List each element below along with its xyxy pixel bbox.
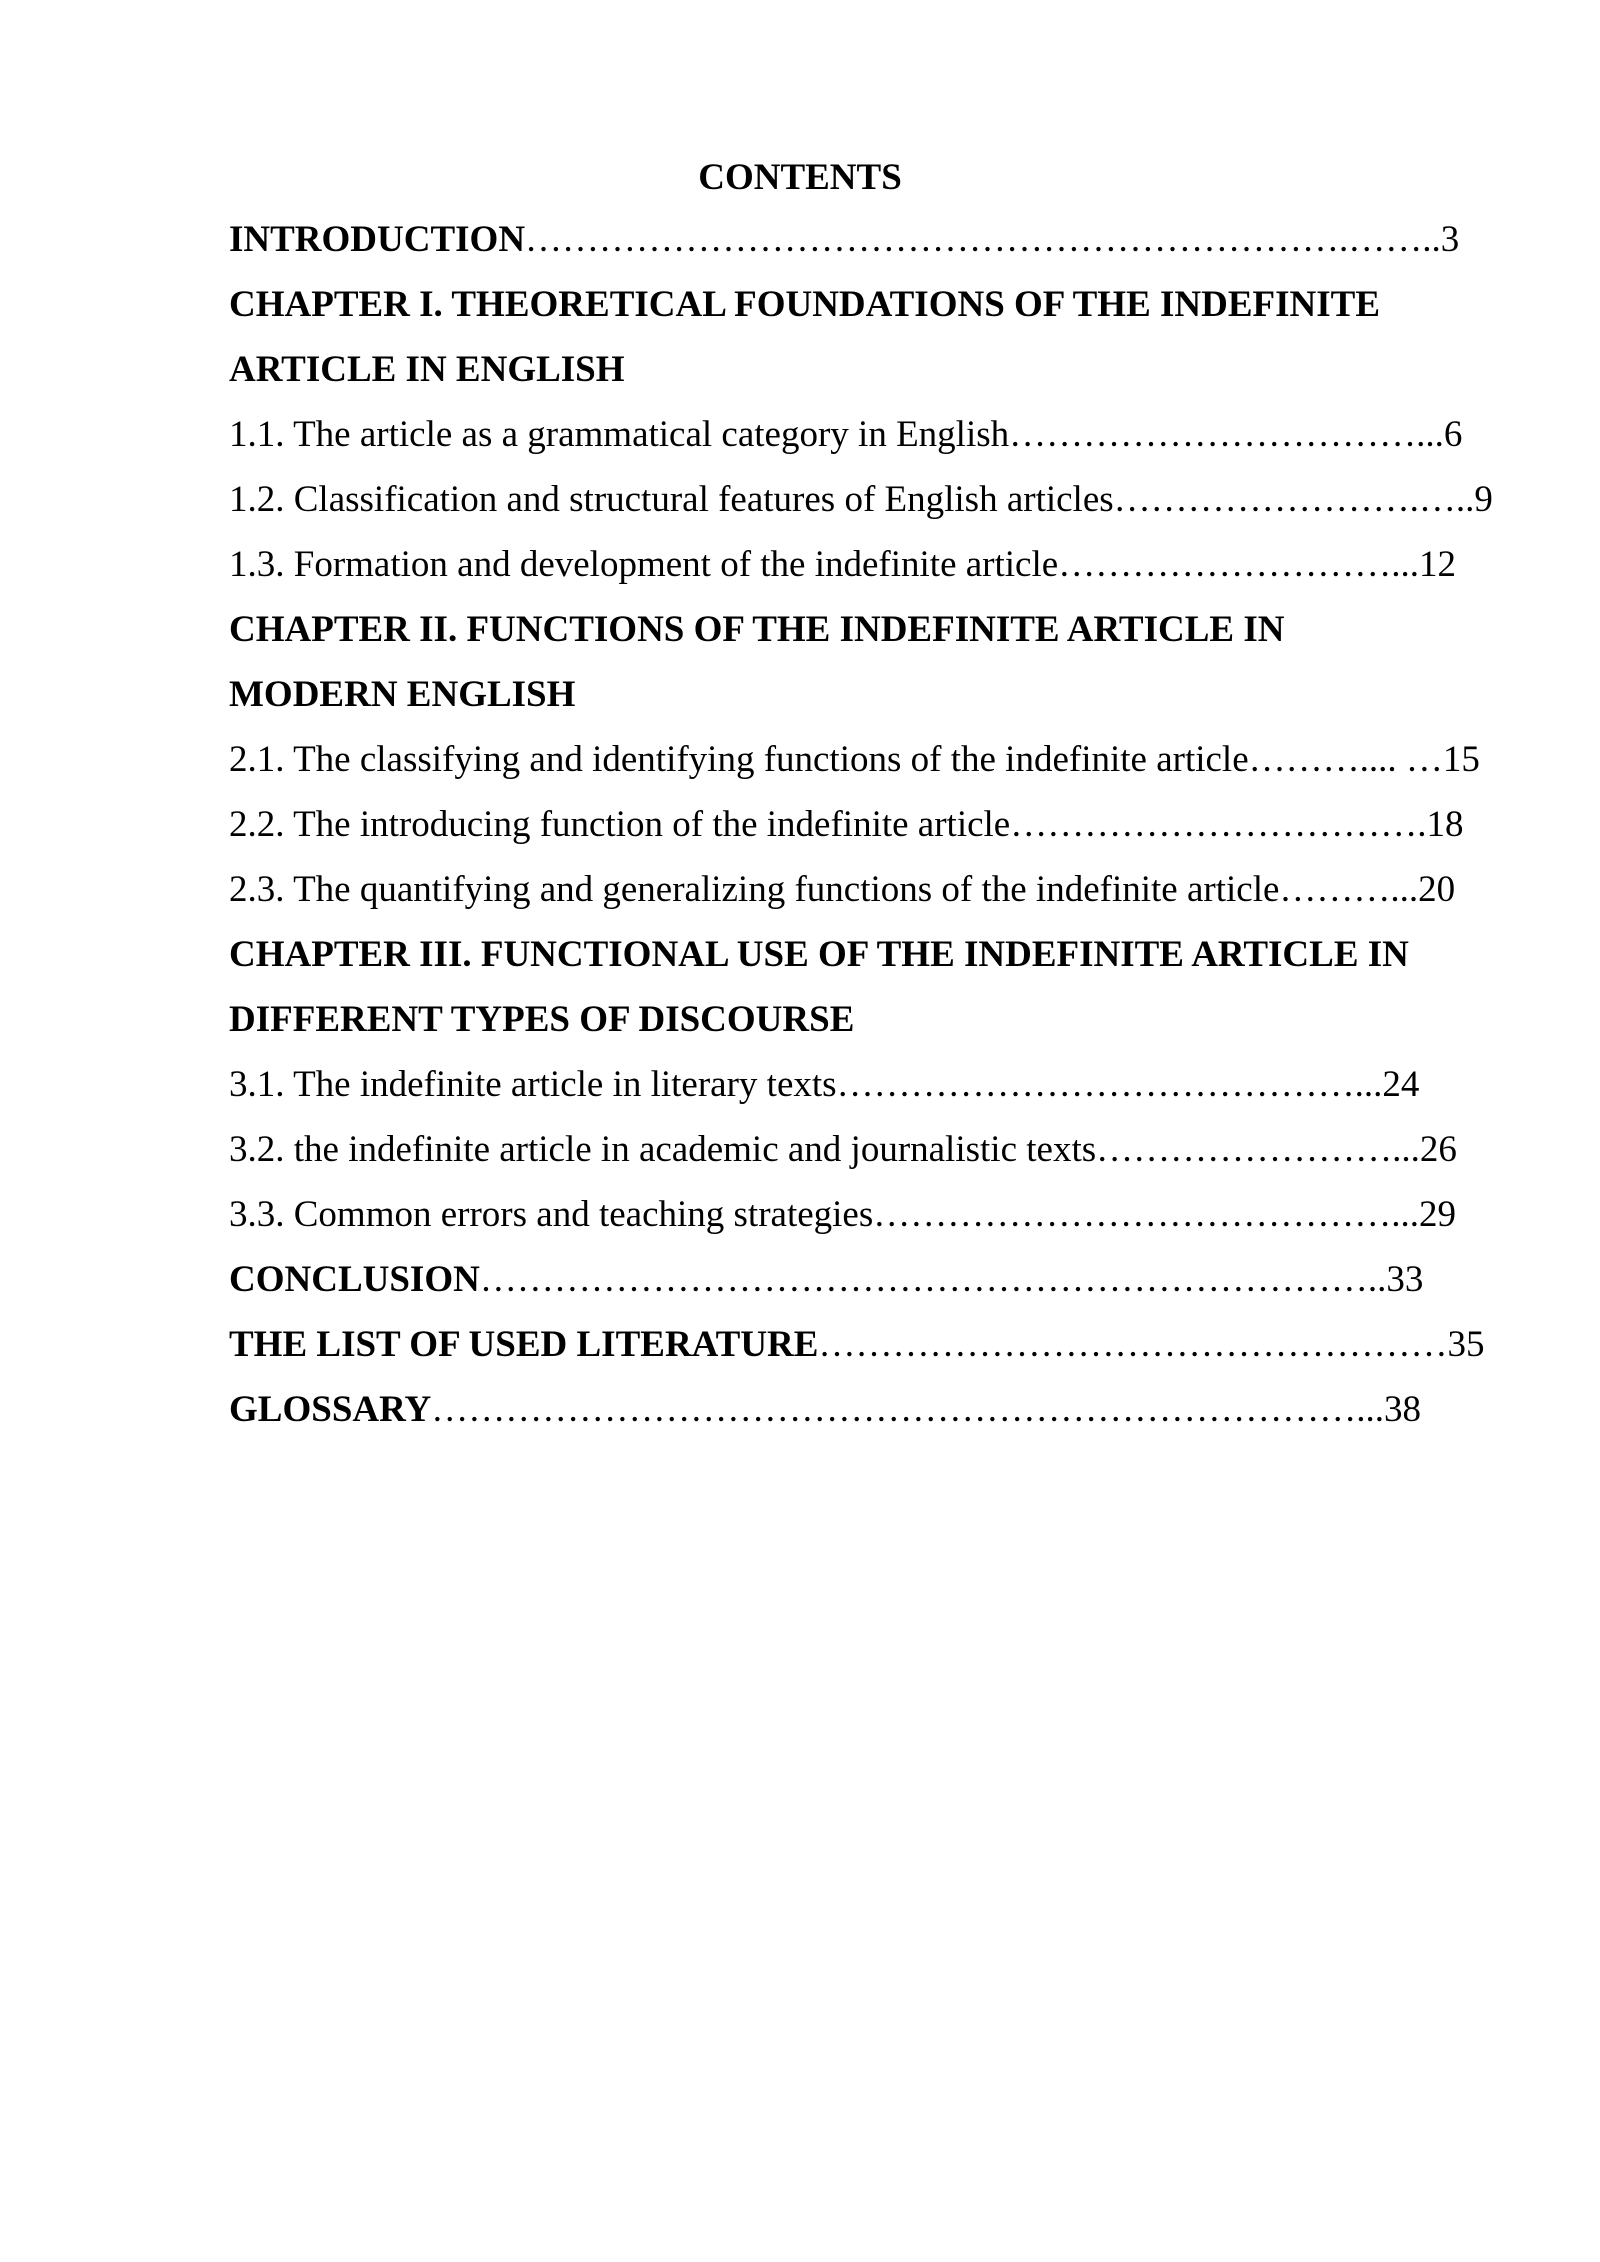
toc-page-number: 26 bbox=[1419, 1129, 1457, 1170]
toc-text: 3.2. the indefinite article in academic and journalistic texts bbox=[229, 1129, 1097, 1170]
toc-entry-chapter-2-cont bbox=[229, 662, 1489, 727]
toc-leader: ……………………………. bbox=[1010, 804, 1427, 845]
toc-page-number: 6 bbox=[1443, 414, 1463, 455]
toc-text: 2.2. The introducing function of the indefinite article bbox=[229, 804, 1011, 845]
toc-page-number: 20 bbox=[1418, 869, 1456, 910]
toc-text: 2.3. The quantifying and generalizing functions of the indefinite article bbox=[229, 869, 1280, 910]
toc-page-number: 3 bbox=[1440, 219, 1460, 260]
toc-heading: CHAPTER II. FUNCTIONS OF THE INDEFINITE ARTICLE IN bbox=[229, 609, 1285, 650]
toc-page-number: 38 bbox=[1384, 1389, 1422, 1430]
toc-page-number: 9 bbox=[1474, 479, 1493, 520]
toc-leader: ……….... … bbox=[1248, 739, 1443, 780]
toc-entry-chapter-1-cont bbox=[229, 337, 1489, 402]
toc-leader: ……………………………………... bbox=[873, 1194, 1419, 1235]
toc-heading: GLOSSARY bbox=[229, 1389, 432, 1430]
toc-leader: ……………………………………... bbox=[836, 1064, 1383, 1105]
toc-entry-3-2 bbox=[229, 1117, 1489, 1182]
page-title: CONTENTS bbox=[698, 157, 902, 198]
toc-entry-conclusion bbox=[229, 1247, 1489, 1312]
toc-page-number: 18 bbox=[1426, 804, 1464, 845]
toc-heading: INTRODUCTION bbox=[229, 219, 526, 260]
toc-leader: ………... bbox=[1279, 869, 1419, 910]
toc-entry-introduction bbox=[229, 207, 1489, 272]
toc-heading: DIFFERENT TYPES OF DISCOURSE bbox=[229, 999, 855, 1040]
toc-heading: ARTICLE IN ENGLISH bbox=[229, 349, 625, 390]
toc-leader: …………………….….. bbox=[1113, 479, 1475, 520]
toc-heading: CHAPTER I. THEORETICAL FOUNDATIONS OF THE INDEFINITE bbox=[229, 284, 1380, 325]
toc-text: 3.3. Common errors and teaching strategies bbox=[229, 1194, 874, 1235]
toc-entry-2-2 bbox=[229, 792, 1489, 857]
toc-entry-chapter-3-cont bbox=[229, 987, 1489, 1052]
toc-entry-1-3 bbox=[229, 532, 1489, 597]
toc-entry-literature bbox=[229, 1312, 1489, 1377]
toc-entry-3-1 bbox=[229, 1052, 1489, 1117]
toc-leader: …………………………………………… bbox=[818, 1324, 1448, 1365]
toc-leader: ……………………………... bbox=[1009, 414, 1444, 455]
toc-page-number: 12 bbox=[1418, 544, 1456, 585]
toc-text: 2.1. The classifying and identifying functions of the indefinite article bbox=[229, 739, 1249, 780]
toc-leader: ……………………... bbox=[1096, 1129, 1420, 1170]
toc-page-number: 35 bbox=[1447, 1324, 1485, 1365]
toc-entry-1-1 bbox=[229, 402, 1489, 467]
toc-entry-3-3 bbox=[229, 1182, 1489, 1247]
toc-entry-chapter-2 bbox=[229, 597, 1489, 662]
toc-heading: MODERN ENGLISH bbox=[229, 674, 576, 715]
toc-entry-chapter-3 bbox=[229, 922, 1489, 987]
toc-leader: ………………………………………………………….…….. bbox=[525, 219, 1441, 260]
toc-text: 3.1. The indefinite article in literary texts bbox=[229, 1064, 837, 1105]
toc-page-number: 15 bbox=[1442, 739, 1480, 780]
toc-leader: ………………………... bbox=[1058, 544, 1419, 585]
toc-entry-2-1 bbox=[229, 727, 1489, 792]
toc-page-number: 33 bbox=[1386, 1259, 1424, 1300]
toc-entry-1-2 bbox=[229, 467, 1493, 532]
toc-heading: CHAPTER III. FUNCTIONAL USE OF THE INDEFINITE ARTICLE IN bbox=[229, 934, 1409, 975]
toc-leader: …………………………………………………………………... bbox=[431, 1389, 1385, 1430]
toc-heading: THE LIST OF USED LITERATURE bbox=[229, 1324, 819, 1365]
toc-page-number: 29 bbox=[1419, 1194, 1456, 1235]
toc-page-number: 24 bbox=[1382, 1064, 1420, 1105]
toc-text: 1.2. Classification and structural features of English articles bbox=[229, 479, 1114, 520]
toc-leader: ……………………………………………………………….. bbox=[479, 1259, 1387, 1300]
toc-text: 1.3. Formation and development of the indefinite article bbox=[229, 544, 1059, 585]
toc-entry-chapter-1 bbox=[229, 272, 1489, 337]
toc-entry-2-3 bbox=[229, 857, 1489, 922]
table-of-contents bbox=[229, 207, 1493, 1442]
toc-text: 1.1. The article as a grammatical category in English bbox=[229, 414, 1010, 455]
toc-heading: CONCLUSION bbox=[229, 1259, 480, 1300]
toc-entry-glossary bbox=[229, 1377, 1489, 1442]
